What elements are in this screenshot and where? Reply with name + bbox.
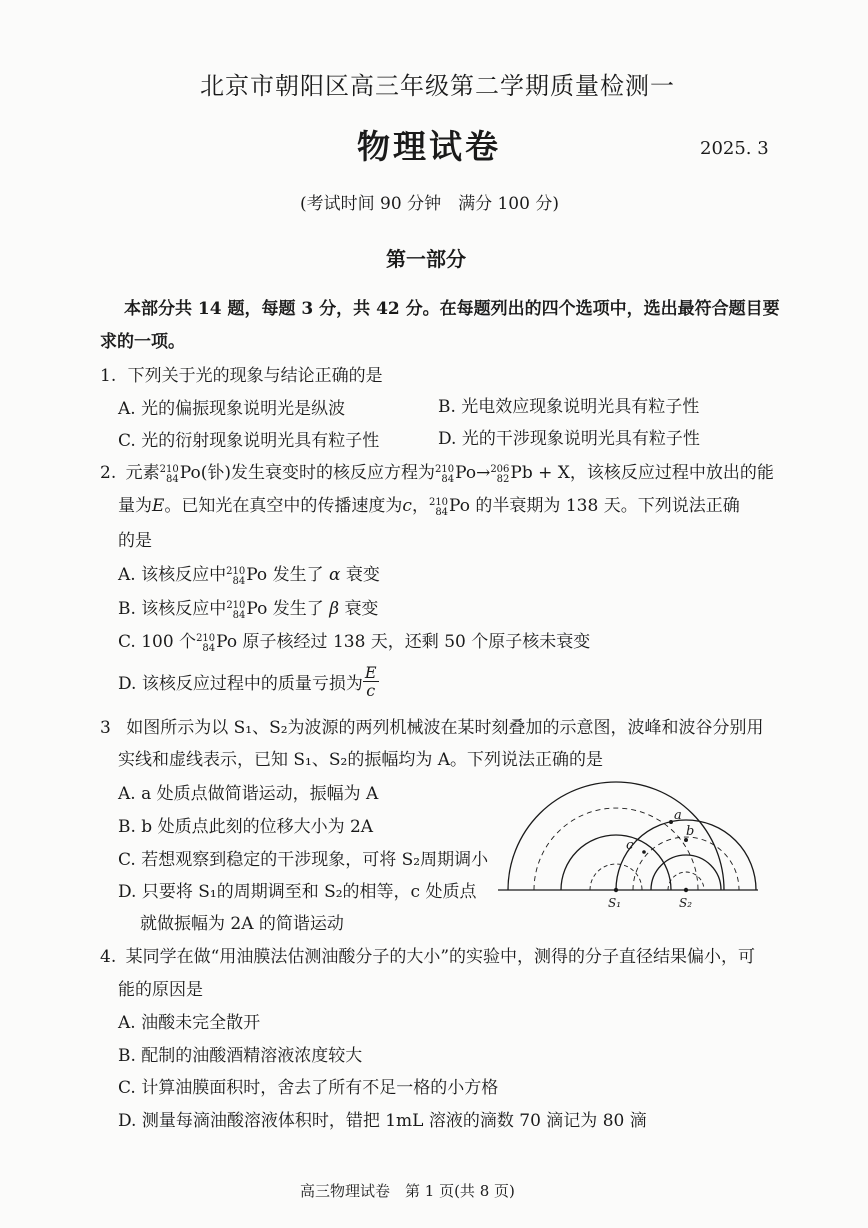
point-c bbox=[642, 850, 646, 854]
q1-option-b: B. 光电效应现象说明光具有粒子性 bbox=[438, 397, 700, 417]
question-4-line-1 bbox=[100, 942, 755, 967]
question-stem: 某同学在做“用油膜法估测油酸分子的大小”的实验中，测得的分子直径结果偏小，可 bbox=[125, 947, 756, 967]
question-2-line-2: 量为E。已知光在真空中的传播速度为c， $^{210 84}$ Po 的半衰期为 138 天。下列说法正确 bbox=[118, 496, 740, 518]
s2-crest-inner bbox=[651, 855, 721, 890]
q2-option-b: B. 该核反应中 $^{210 84}$ Po 发生了 β 衰变 bbox=[118, 599, 379, 621]
q2-option-d: D. 该核反应过程中的质量亏损为 $\frac{E}{c}$ bbox=[118, 663, 377, 700]
label-s2: S₂ bbox=[679, 896, 693, 910]
isotope-po: 210 84 bbox=[434, 464, 455, 485]
isotope-po: 210 84 bbox=[226, 600, 246, 621]
source-s2 bbox=[684, 888, 688, 892]
label-c: c bbox=[626, 838, 634, 853]
question-number: 4. bbox=[100, 947, 117, 967]
isotope-pb: 206 82 bbox=[490, 464, 510, 485]
label-b: b bbox=[686, 824, 695, 839]
q3-option-c: C. 若想观察到稳定的干涉现象，可将 S₂周期调小 bbox=[118, 850, 489, 870]
q4-option-a: A. 油酸未完全散开 bbox=[118, 1013, 261, 1033]
q1-option-a: A. 光的偏振现象说明光是纵波 bbox=[118, 399, 346, 419]
page-title: 物理试卷 bbox=[357, 127, 501, 166]
wave-interference-figure bbox=[498, 770, 768, 915]
question-number: 3 bbox=[100, 718, 111, 738]
question-2-line-1: 2. 元素 $^{210 84}$ Po(钋)发生衰变时的核反应方程为 $^{210 84}$ Po→ $^{206 82}$ Pb + X，该核反应过程中放出的能 bbox=[100, 463, 774, 485]
question-4-line-2: 能的原因是 bbox=[118, 980, 203, 1000]
exam-info: (考试时间 90 分钟 满分 100 分) bbox=[300, 194, 559, 214]
q4-option-b: B. 配制的油酸酒精溶液浓度较大 bbox=[118, 1046, 363, 1066]
q3-option-b: B. b 处质点此刻的位移大小为 2A bbox=[118, 817, 374, 837]
question-stem: 如图所示为以 S₁、S₂为波源的两列机械波在某时刻叠加的示意图，波峰和波谷分别用 bbox=[126, 718, 764, 738]
label-s1: S₁ bbox=[608, 896, 622, 910]
label-a: a bbox=[674, 808, 682, 823]
point-a bbox=[669, 820, 673, 824]
q3-option-d-line-1: D. 只要将 S₁的周期调至和 S₂的相等，c 处质点 bbox=[118, 882, 477, 902]
isotope-po: 210 84 bbox=[226, 566, 246, 587]
part-instructions-2: 求的一项。 bbox=[100, 332, 185, 352]
q1-option-d: D. 光的干涉现象说明光具有粒子性 bbox=[438, 429, 700, 449]
q3-option-d-line-2: 就做振幅为 2A 的简谐运动 bbox=[140, 914, 344, 934]
page-footer: 高三物理试卷 第 1 页(共 8 页) bbox=[300, 1182, 515, 1200]
question-number: 2. bbox=[100, 463, 117, 483]
question-2-line-3: 的是 bbox=[118, 531, 152, 551]
part-instructions-1: 本部分共 14 题，每题 3 分，共 42 分。在每题列出的四个选项中，选出最符合题目要 bbox=[124, 299, 780, 319]
fraction-e-over-c: $\frac{E}{c}$ bbox=[364, 663, 377, 700]
q1-option-c: C. 光的衍射现象说明光具有粒子性 bbox=[118, 431, 380, 451]
question-number: 1. bbox=[100, 366, 117, 386]
exam-name: 北京市朝阳区高三年级第二学期质量检测一 bbox=[200, 72, 675, 100]
exam-date: 2025. 3 bbox=[700, 138, 769, 159]
question-stem: 下列关于光的现象与结论正确的是 bbox=[127, 366, 383, 386]
q2-option-a: A. 该核反应中 $^{210 84}$ Po 发生了 α 衰变 bbox=[118, 565, 380, 587]
question-1 bbox=[100, 361, 383, 386]
question-3-line-1 bbox=[100, 713, 764, 738]
q3-option-a: A. a 处质点做简谐运动，振幅为 A bbox=[118, 784, 379, 804]
isotope-po: 210 84 bbox=[196, 633, 216, 654]
q2-option-c: C. 100 个 $^{210 84}$ Po 原子核经过 138 天，还剩 50 个原子核未衰变 bbox=[118, 632, 591, 654]
isotope-po: 210 84 bbox=[428, 497, 449, 518]
source-s1 bbox=[614, 888, 618, 892]
q4-option-c: C. 计算油膜面积时，舍去了所有不足一格的小方格 bbox=[118, 1078, 499, 1098]
isotope-po: 210 84 bbox=[159, 464, 179, 485]
part-title: 第一部分 bbox=[386, 247, 466, 271]
question-3-line-2: 实线和虚线表示，已知 S₁、S₂的振幅均为 A。下列说法正确的是 bbox=[118, 750, 604, 770]
s2-trough-inner bbox=[668, 872, 704, 890]
q4-option-d: D. 测量每滴油酸溶液体积时，错把 1mL 溶液的滴数 70 滴记为 80 滴 bbox=[118, 1111, 647, 1131]
